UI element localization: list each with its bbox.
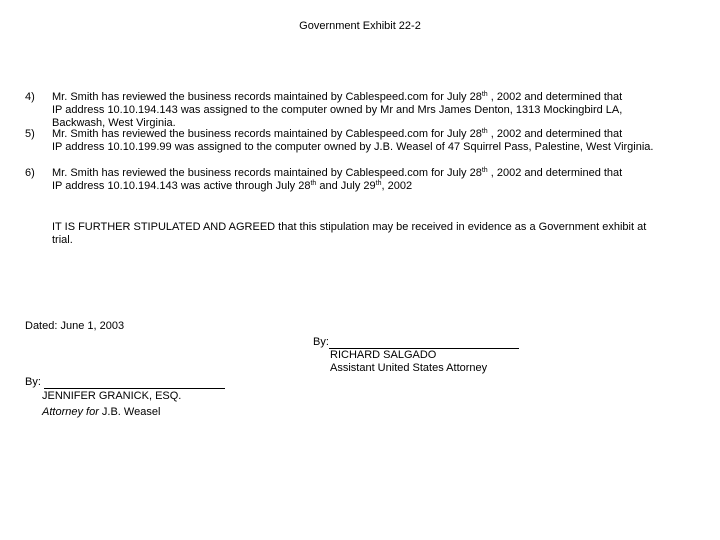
superscript: th bbox=[481, 167, 488, 174]
item-text-rest-mid: and July 29 bbox=[316, 180, 376, 192]
gov-signature-line bbox=[313, 336, 519, 349]
item-number: 4) bbox=[25, 91, 35, 103]
superscript: th bbox=[481, 91, 488, 98]
stipulation-paragraph: IT IS FURTHER STIPULATED AND AGREED that this stipulation may be received in evidence as a Government exhibit at trial. bbox=[52, 221, 647, 246]
item-text-rest: IP address 10.10.194.143 was assigned to the computer owned by Mr and Mrs James Denton, 1313 Mockingbird LA, Backwash, West Virginia. bbox=[52, 104, 623, 129]
item-text-line1: Mr. Smith has reviewed the business records maintained by Cablespeed.com for July 28 bbox=[52, 91, 482, 103]
item-text-line1-end: , 2002 and determined that bbox=[487, 128, 623, 140]
item-6-text bbox=[52, 167, 677, 193]
item-text-rest: IP address 10.10.194.143 was active through July 28 bbox=[52, 180, 311, 192]
gov-signer-title: Assistant United States Attorney bbox=[330, 362, 488, 374]
by-label: By: bbox=[25, 376, 41, 388]
title-rest: J.B. Weasel bbox=[98, 406, 161, 418]
item-text-rest: IP address 10.10.199.99 was assigned to the computer owned by J.B. Weasel of 47 Squirrel Pass, Palestine, West Virginia. bbox=[52, 141, 654, 153]
def-signer-name: JENNIFER GRANICK, ESQ. bbox=[42, 390, 182, 402]
title-italic: Attorney for bbox=[42, 406, 99, 418]
item-text-rest-end: , 2002 bbox=[381, 180, 413, 192]
item-text-line1: Mr. Smith has reviewed the business records maintained by Cablespeed.com for July 28 bbox=[52, 128, 482, 140]
exhibit-title: Government Exhibit 22-2 bbox=[299, 20, 421, 32]
def-signer-title bbox=[42, 406, 160, 419]
superscript: th bbox=[310, 180, 317, 187]
superscript: th bbox=[375, 180, 382, 187]
item-number: 5) bbox=[25, 128, 35, 140]
item-text-line1-end: , 2002 and determined that bbox=[487, 167, 623, 179]
superscript: th bbox=[481, 128, 488, 135]
by-label: By: bbox=[313, 336, 329, 348]
gov-signer-name: RICHARD SALGADO bbox=[330, 349, 437, 361]
def-signature-line bbox=[25, 376, 225, 389]
item-text-line1: Mr. Smith has reviewed the business records maintained by Cablespeed.com for July 28 bbox=[52, 167, 482, 179]
item-text-line1-end: , 2002 and determined that bbox=[487, 91, 623, 103]
signature-blank bbox=[329, 337, 519, 349]
item-number: 6) bbox=[25, 167, 35, 179]
item-4-text bbox=[52, 91, 677, 130]
dated-line: Dated: June 1, 2003 bbox=[25, 320, 125, 332]
item-5-text bbox=[52, 128, 677, 154]
signature-blank bbox=[44, 377, 225, 389]
